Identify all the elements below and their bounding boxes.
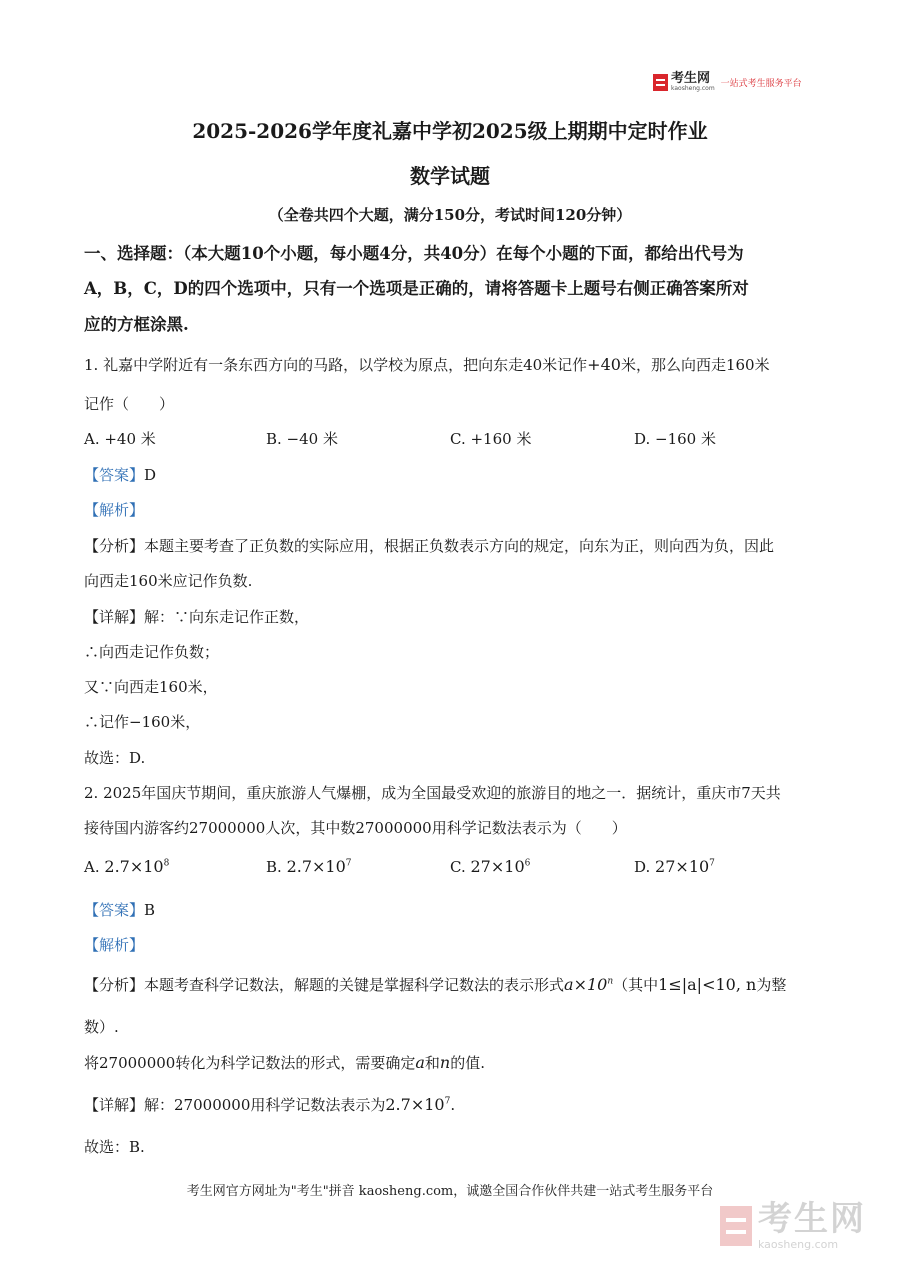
q1-detail-line1 bbox=[84, 606, 816, 627]
exam-info: （全卷共四个大题，满分150分，考试时间120分钟） bbox=[268, 206, 632, 224]
q1-option-b: B. −40 米 bbox=[266, 430, 338, 448]
q1-answer-value: D bbox=[144, 466, 157, 484]
q2-fenxi-math-exp: n bbox=[607, 976, 614, 987]
q2-answer-value: B bbox=[144, 901, 156, 919]
q1-fenxi-text1: 本题主要考查了正负数的实际应用，根据正负数表示方向的规定，向东为正，则向西为负，因此 bbox=[144, 537, 775, 555]
section-instruction-3: 应的方框涂黑. bbox=[84, 315, 189, 334]
q2-fenxi-text1: 本题考查科学记数法，解题的关键是掌握科学记数法的表示形式 bbox=[144, 976, 565, 994]
page-footer: 考生网官方网址为"考生"拼音 kaosheng.com，诚邀全国合作伙伴共建一站式考生服务平台 bbox=[186, 1184, 714, 1199]
q1-stem-b: 米，那么向西走160米 bbox=[620, 356, 770, 374]
q2-stem-line2: 接待国内游客约27000000人次，其中数27000000用科学记数法表示为（ ） bbox=[84, 819, 627, 837]
section-instruction-2: A，B，C，D的四个选项中，只有一个选项是正确的，请将答题卡上题号右侧正确答案所对 bbox=[84, 279, 749, 298]
q2-fenxi-line1 bbox=[84, 974, 816, 995]
q2-fenxi-text3: 为整 bbox=[756, 976, 787, 994]
q2-var-n: n bbox=[439, 1053, 451, 1072]
q1-fenxi-tag: 【分析】 bbox=[84, 537, 145, 555]
q2-option-a-label: A. bbox=[84, 858, 100, 876]
q2-option-d-label: D. bbox=[634, 858, 651, 876]
q2-option-a-base: 2.7×10 bbox=[104, 857, 164, 876]
q2-option-a-math bbox=[104, 857, 169, 876]
q1-fenxi-line2: 向西走160米应记作负数. bbox=[84, 572, 253, 590]
q2-conclusion: 故选：B. bbox=[84, 1138, 145, 1156]
subject-title: 数学试题 bbox=[410, 164, 490, 188]
q1-detail-line4: ∴记作−160米， bbox=[84, 713, 201, 731]
q2-option-d-base: 27×10 bbox=[655, 857, 710, 876]
watermark-name: 考生网 bbox=[758, 1199, 866, 1239]
watermark-logo bbox=[720, 1199, 866, 1251]
q1-option-c: C. +160 米 bbox=[450, 430, 532, 448]
q1-stem-line2: 记作（ ） bbox=[84, 395, 175, 413]
q2-fenxi-text2: （其中 bbox=[613, 976, 659, 994]
q2-convert-c: 的值. bbox=[450, 1054, 486, 1072]
q2-stem-line1: 2. 2025年国庆节期间，重庆旅游人气爆棚，成为全国最受欢迎的旅游目的地之一．据统计，重庆市7天共 bbox=[84, 784, 781, 802]
q2-option-c-label: C. bbox=[450, 858, 466, 876]
q1-analysis-tag: 【解析】 bbox=[84, 501, 145, 519]
q1-stem-math: +40 bbox=[587, 355, 621, 374]
q2-fenxi-math bbox=[564, 975, 613, 994]
q1-fenxi-line1 bbox=[84, 535, 816, 556]
q2-option-c bbox=[450, 857, 530, 876]
q2-option-b-math bbox=[287, 857, 352, 876]
q1-detail-line3: 又∵向西走160米， bbox=[84, 678, 218, 696]
q2-answer-tag: 【答案】 bbox=[84, 901, 145, 919]
q2-convert-a: 将27000000转化为科学记数法的形式，需要确定 bbox=[84, 1054, 416, 1072]
q2-detail-end: . bbox=[450, 1096, 456, 1114]
site-logo bbox=[653, 72, 802, 92]
q2-option-b-exp: 7 bbox=[345, 858, 352, 869]
q2-fenxi-tag: 【分析】 bbox=[84, 976, 145, 994]
section-instruction-1: 一、选择题：（本大题10个小题，每小题4分，共40分）在每个小题的下面，都给出代号为 bbox=[84, 244, 744, 263]
q1-conclusion: 故选：D. bbox=[84, 749, 146, 767]
q1-option-d: D. −160 米 bbox=[634, 430, 716, 448]
q1-detail-tag: 【详解】 bbox=[84, 608, 145, 626]
q1-detail-line2: ∴向西走记作负数； bbox=[84, 643, 220, 661]
q2-detail-math-base: 2.7×10 bbox=[385, 1095, 445, 1114]
q2-option-c-exp: 6 bbox=[524, 858, 531, 869]
q2-detail-text: 解：27000000用科学记数法表示为 bbox=[144, 1096, 386, 1114]
q2-option-b-base: 2.7×10 bbox=[286, 857, 346, 876]
q1-stem-line1 bbox=[84, 354, 816, 375]
q2-detail-math bbox=[385, 1095, 450, 1114]
q2-option-d bbox=[634, 857, 715, 876]
logo-slogan: 一站式考生服务平台 bbox=[720, 78, 802, 89]
q2-detail-tag: 【详解】 bbox=[84, 1096, 145, 1114]
q2-var-a: a bbox=[415, 1053, 425, 1072]
q2-fenxi-line2: 数）. bbox=[84, 1018, 119, 1036]
q2-option-c-math bbox=[471, 857, 531, 876]
q2-detail-line bbox=[84, 1094, 816, 1115]
q2-convert-line bbox=[84, 1052, 816, 1073]
watermark-domain: kaosheng.com bbox=[758, 1238, 839, 1251]
logo-domain: kaosheng.com bbox=[671, 85, 715, 92]
q2-answer bbox=[84, 899, 816, 920]
q2-option-d-exp: 7 bbox=[709, 858, 715, 869]
q2-analysis-tag: 【解析】 bbox=[84, 936, 145, 954]
q2-convert-b: 和 bbox=[424, 1054, 440, 1072]
q2-option-b-label: B. bbox=[266, 858, 282, 876]
logo-name: 考生网 bbox=[671, 71, 711, 86]
q2-fenxi-cond: 1≤|a|<10, n bbox=[658, 975, 757, 994]
q1-option-a: A. +40 米 bbox=[84, 430, 156, 448]
exam-title: 2025-2026学年度礼嘉中学初2025级上期期中定时作业 bbox=[192, 119, 708, 143]
q2-fenxi-math-base: a×10 bbox=[564, 975, 608, 994]
q2-option-b bbox=[266, 857, 352, 876]
q1-answer-tag: 【答案】 bbox=[84, 466, 145, 484]
q2-option-a bbox=[84, 857, 169, 876]
q1-stem-a: 1. 礼嘉中学附近有一条东西方向的马路，以学校为原点，把向东走40米记作 bbox=[84, 356, 588, 374]
q1-detail-text1: 解：∵向东走记作正数， bbox=[144, 608, 310, 626]
watermark-icon bbox=[720, 1206, 752, 1246]
logo-icon bbox=[653, 74, 668, 91]
q2-option-a-exp: 8 bbox=[163, 858, 170, 869]
q1-answer bbox=[84, 464, 816, 485]
q2-option-c-base: 27×10 bbox=[470, 857, 525, 876]
q2-option-d-math bbox=[655, 857, 715, 876]
q2-detail-math-exp: 7 bbox=[444, 1096, 451, 1107]
